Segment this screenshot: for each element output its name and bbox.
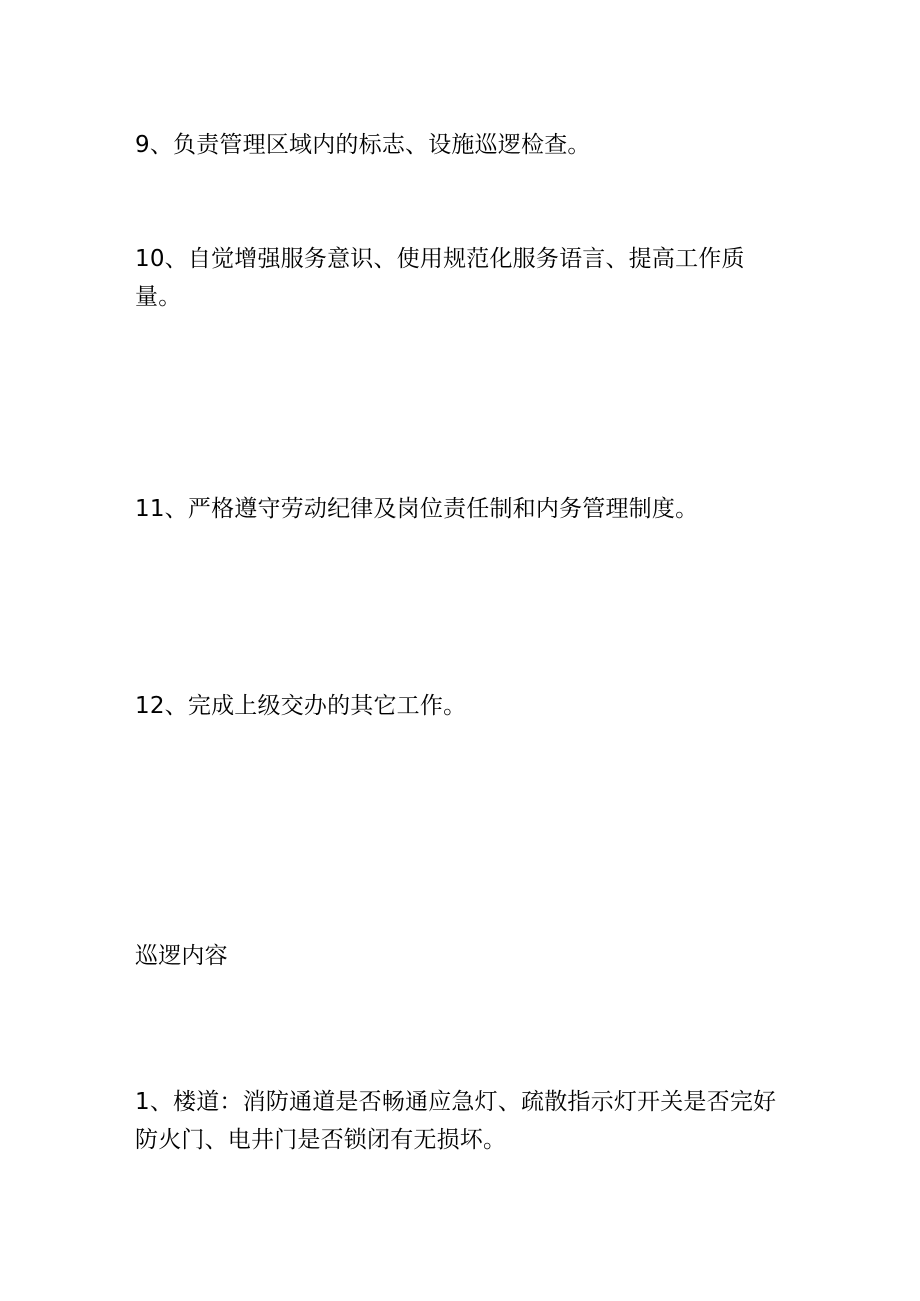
duty-item-11: 11、严格遵守劳动纪律及岗位责任制和内务管理制度。	[135, 496, 699, 522]
duty-item-12: 12、完成上级交办的其它工作。	[135, 693, 467, 719]
patrol-item-1: 1、楼道：消防通道是否畅通应急灯、疏散指示灯开关是否完好防火门、电井门是否锁闭有无损坏。	[135, 1089, 777, 1153]
section-heading: 巡逻内容	[135, 943, 228, 969]
duty-item-9: 9、负责管理区域内的标志、设施巡逻检查。	[135, 132, 591, 158]
duty-item-10: 10、自觉增强服务意识、使用规范化服务语言、提高工作质量。	[135, 246, 745, 310]
